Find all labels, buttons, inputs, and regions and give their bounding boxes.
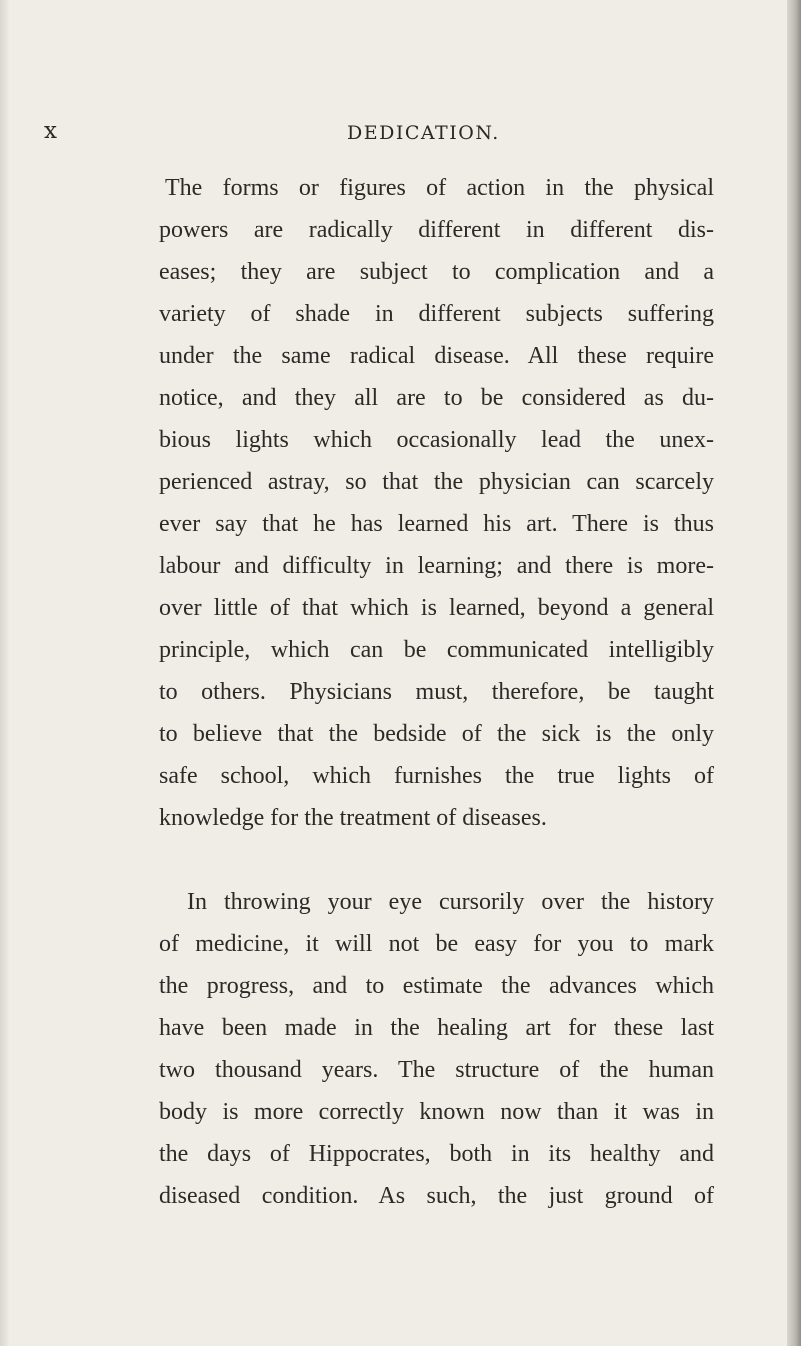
- text-line: The forms or figures of action in the physical: [165, 175, 714, 201]
- running-head: DEDICATION.: [347, 122, 500, 144]
- text-line: the days of Hippocrates, both in its healthy and: [159, 1141, 714, 1167]
- text-line: bious lights which occasionally lead the unex-: [159, 427, 714, 453]
- text-line: safe school, which furnishes the true lights of: [159, 763, 714, 789]
- body-text: [159, 167, 714, 1217]
- paragraph-2: [159, 881, 714, 1217]
- text-line: In throwing your eye cursorily over the history: [187, 889, 714, 915]
- text-line: perienced astray, so that the physician can scarcely: [159, 469, 714, 495]
- text-line: ever say that he has learned his art. There is thus: [159, 511, 714, 537]
- page-header: [0, 118, 801, 158]
- page-edge: [787, 0, 801, 1346]
- text-line: the progress, and to estimate the advances which: [159, 973, 714, 999]
- text-line: have been made in the healing art for these last: [159, 1015, 714, 1041]
- text-line: to others. Physicians must, therefore, be taught: [159, 679, 714, 705]
- text-line: two thousand years. The structure of the human: [159, 1057, 714, 1083]
- text-line: diseased condition. As such, the just ground of: [159, 1183, 714, 1209]
- text-line: under the same radical disease. All these require: [159, 343, 714, 369]
- paragraph-spacer: [159, 839, 714, 881]
- text-line: variety of shade in different subjects suffering: [159, 301, 714, 327]
- text-line: principle, which can be communicated intelligibly: [159, 637, 714, 663]
- text-line: to believe that the bedside of the sick is the only: [159, 721, 714, 747]
- text-line: knowledge for the treatment of diseases.: [159, 805, 547, 831]
- text-line: body is more correctly known now than it was in: [159, 1099, 714, 1125]
- paragraph-1: [159, 167, 714, 839]
- text-line: of medicine, it will not be easy for you to mark: [159, 931, 714, 957]
- text-line: over little of that which is learned, beyond a general: [159, 595, 714, 621]
- page-number: x: [44, 118, 58, 144]
- text-line: powers are radically different in different dis-: [159, 217, 714, 243]
- text-line: eases; they are subject to complication and a: [159, 259, 714, 285]
- page-gutter-shadow: [0, 0, 10, 1346]
- text-line: notice, and they all are to be considered as du-: [159, 385, 714, 411]
- text-line: labour and difficulty in learning; and there is more-: [159, 553, 714, 579]
